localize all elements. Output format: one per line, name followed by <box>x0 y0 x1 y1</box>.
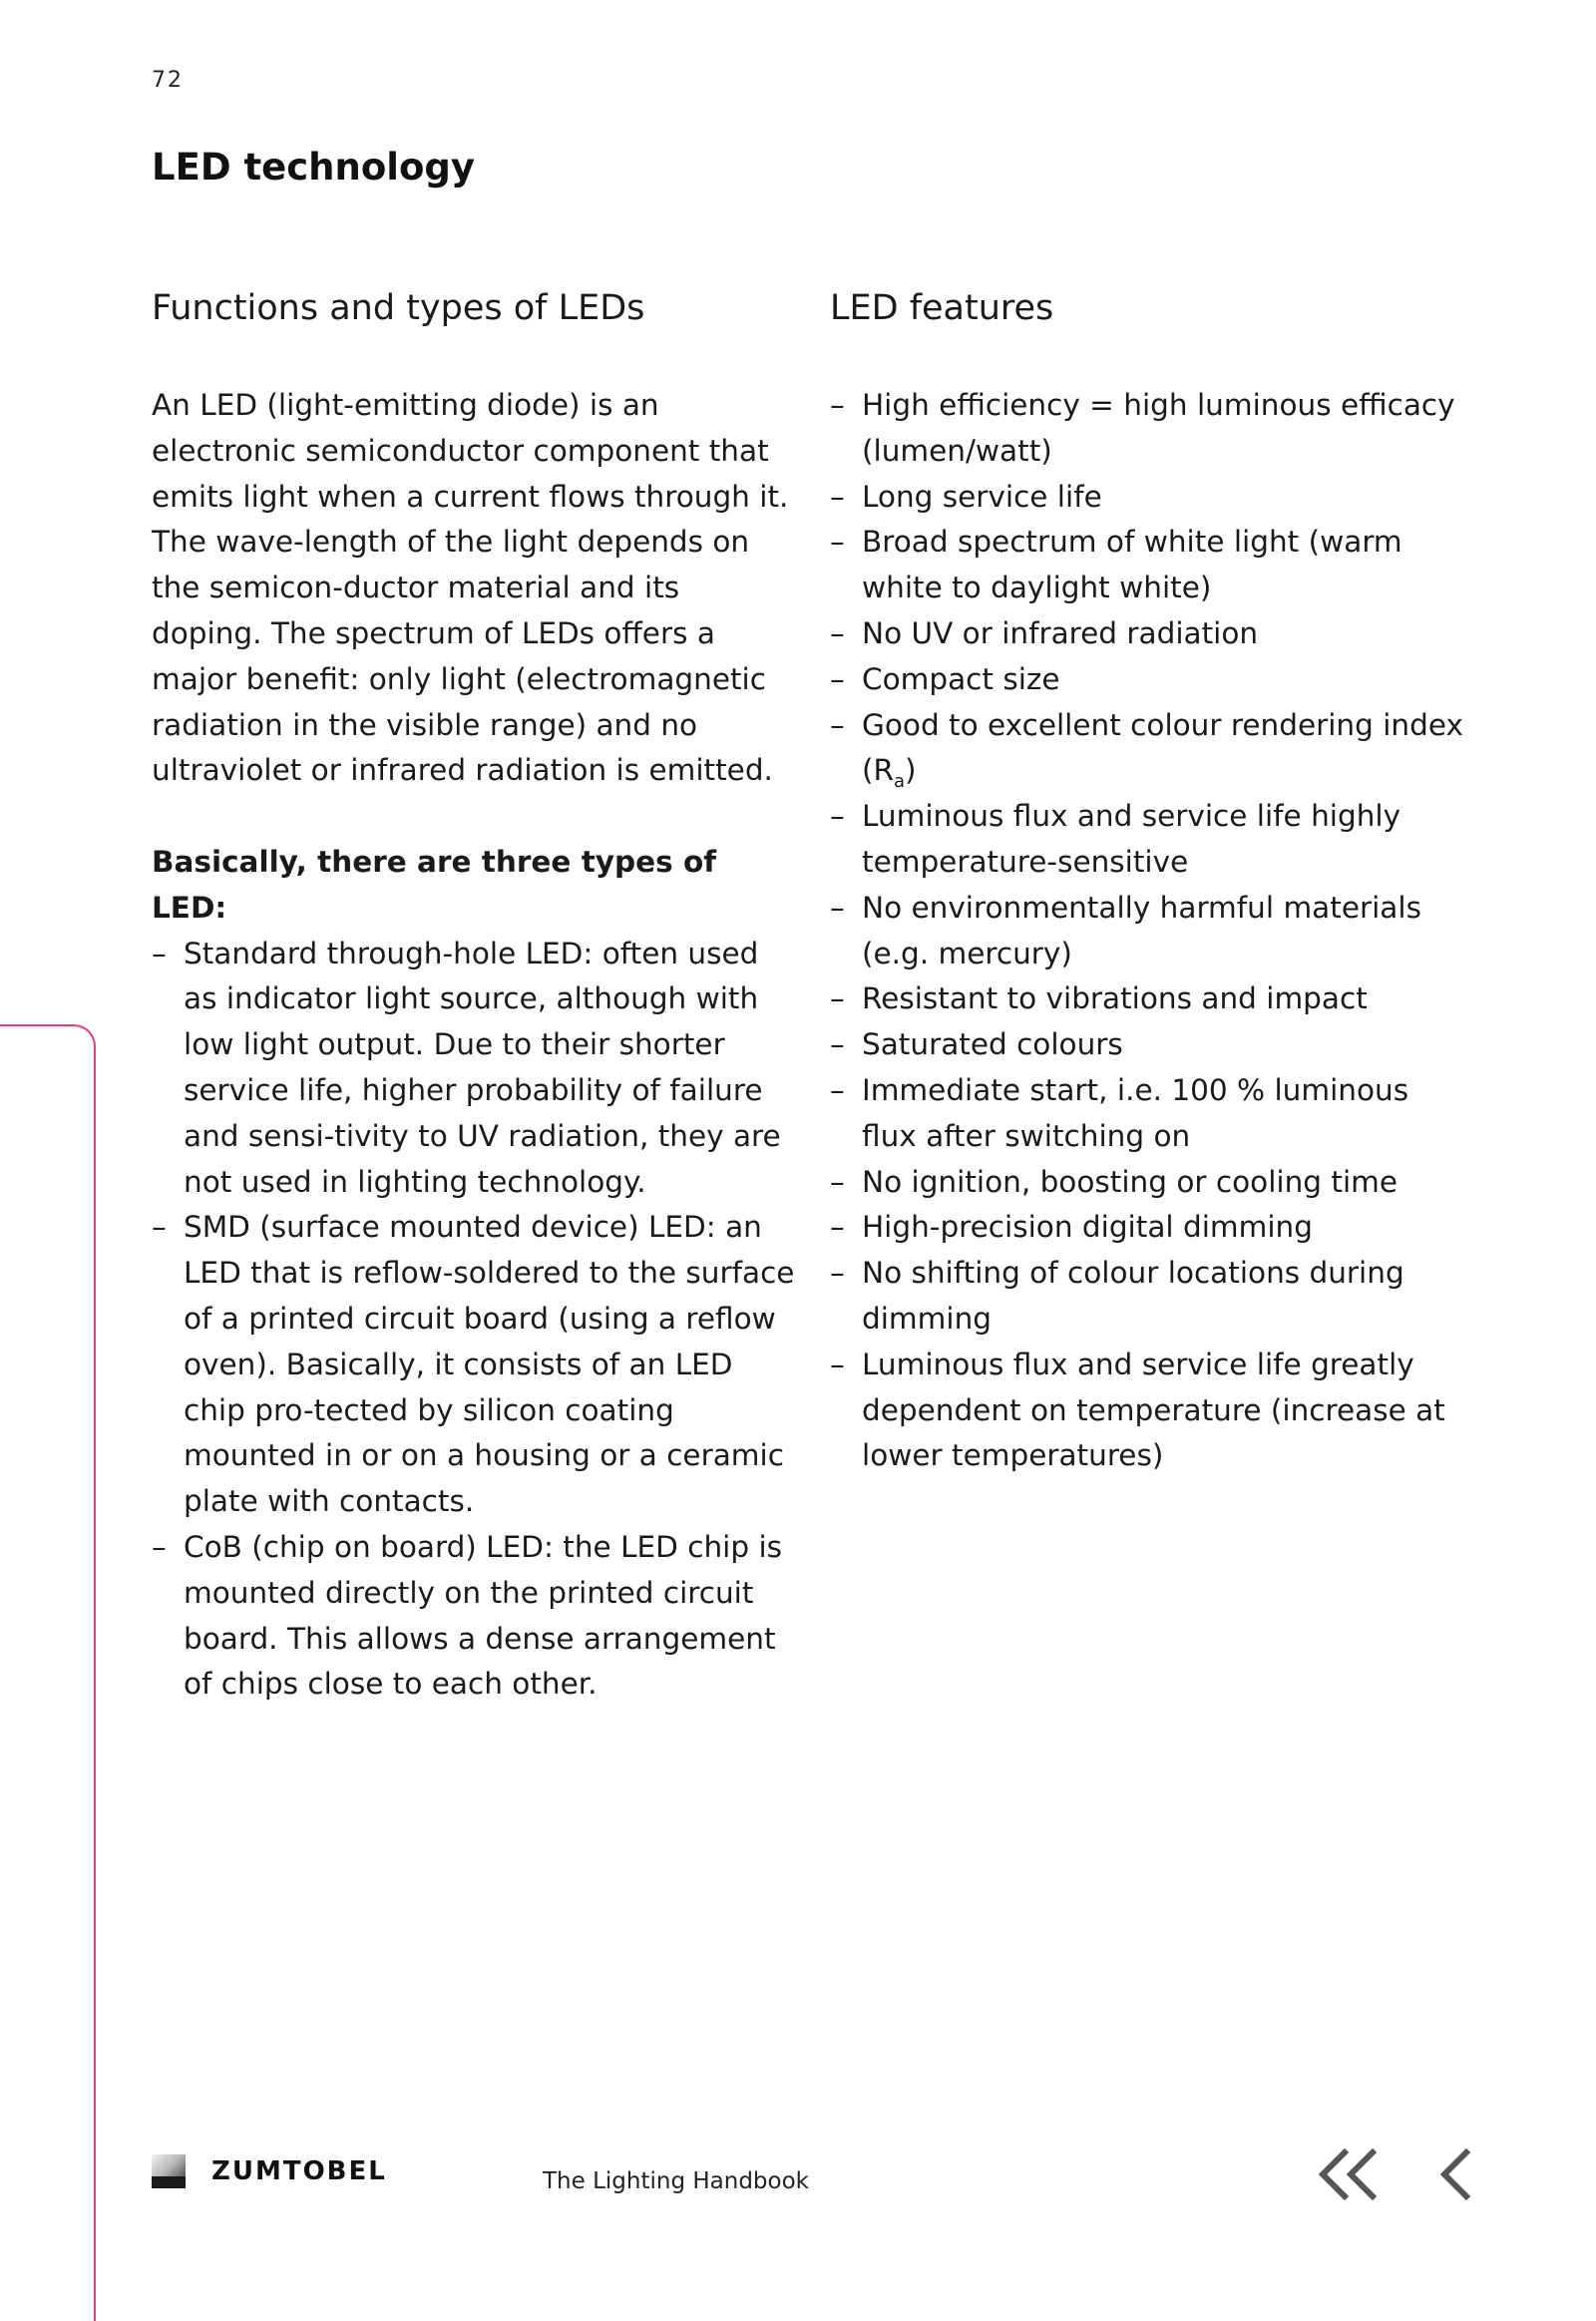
intro-paragraph: An LED (light-emitting diode) is an electronic semiconductor component that emits light when a current flows through it. The wave-length of the light depends on the semicon-ductor material and its doping. The spectrum of LEDs offers a major benefit: only light (electromagnetic radiation in the visible range) and no ultraviolet or infrared radiation is emitted. <box>152 388 789 788</box>
chevron-left-icon <box>1436 2146 1476 2202</box>
list-item <box>830 520 1468 611</box>
dash-bullet: – <box>830 1072 845 1107</box>
left-column <box>152 281 798 1708</box>
dash-bullet: – <box>830 890 845 925</box>
page-number: 72 <box>152 68 184 93</box>
dash-bullet: – <box>830 1210 845 1245</box>
list-item-text: SMD (surface mounted device) LED: an LED that is reflow-soldered to the surface of a printed circuit board (using a reflow oven). Basically, it consists of an LED chip pro-tected by silicon coating mounted in or on a housing or a ceramic plate with contacts. <box>184 1210 795 1519</box>
list-item <box>830 1160 1468 1206</box>
list-item-text: No ignition, boosting or cooling time <box>862 1164 1398 1199</box>
zumtobel-logo-icon <box>152 2154 186 2188</box>
list-item <box>830 611 1468 657</box>
brand-logo <box>152 2154 387 2188</box>
book-title: The Lighting Handbook <box>543 2168 809 2194</box>
dash-bullet: – <box>830 388 845 422</box>
dash-bullet: – <box>830 1347 845 1381</box>
dash-bullet: – <box>830 981 845 1016</box>
list-item-text: Luminous flux and service life greatly dependent on temperature (increase at lower temperatures) <box>862 1347 1445 1473</box>
list-item <box>830 1022 1468 1068</box>
list-item-text: Immediate start, i.e. 100 % luminous flux after switching on <box>862 1072 1409 1153</box>
list-item <box>830 383 1468 475</box>
list-item <box>830 475 1468 521</box>
list-item <box>830 1343 1468 1479</box>
nav-first-page-button[interactable] <box>1315 2146 1379 2202</box>
list-item <box>152 1525 798 1708</box>
list-item-text: Resistant to vibrations and impact <box>862 981 1368 1016</box>
list-item-text: No UV or infrared radiation <box>862 615 1259 650</box>
list-item <box>830 703 1468 795</box>
list-item-text: Long service life <box>862 479 1102 514</box>
list-item <box>830 1205 1468 1251</box>
brand-name: ZUMTOBEL <box>211 2156 387 2186</box>
list-item-text <box>862 707 1463 793</box>
list-item-text: No shifting of colour locations during dimming <box>862 1256 1404 1336</box>
dash-bullet: – <box>830 479 845 514</box>
dash-bullet: – <box>830 707 845 742</box>
list-item <box>152 932 798 1206</box>
list-item-text: High efficiency = high luminous efficacy (lumen/watt) <box>862 388 1455 468</box>
dash-bullet: – <box>152 1529 167 1564</box>
ra-subscript: a <box>894 771 906 793</box>
dash-bullet: – <box>830 1256 845 1291</box>
list-item <box>152 1205 798 1525</box>
ra-close-paren: ) <box>905 753 917 788</box>
list-item <box>830 886 1468 977</box>
chapter-tab-marker <box>0 1024 96 2321</box>
dash-bullet: – <box>830 1164 845 1199</box>
right-column <box>830 281 1468 1479</box>
list-item <box>830 1251 1468 1343</box>
section-heading-functions: Functions and types of LEDs <box>152 288 645 328</box>
list-item-text: Standard through-hole LED: often used as indicator light source, although with low light output. Due to their shorter service life, higher probability of failure and sensi-tivity to UV radiation, they are not used in lighting technology. <box>184 936 781 1199</box>
list-item-text: No environmentally harmful materials (e.g. mercury) <box>862 890 1421 970</box>
nav-previous-page-button[interactable] <box>1436 2146 1476 2202</box>
section-heading-features: LED features <box>830 288 1054 328</box>
list-item-text: High-precision digital dimming <box>862 1210 1313 1245</box>
led-types-list <box>152 932 798 1709</box>
dash-bullet: – <box>830 525 845 560</box>
list-item <box>830 657 1468 703</box>
list-item-text: Broad spectrum of white light (warm white to daylight white) <box>862 525 1402 605</box>
list-item <box>830 976 1468 1022</box>
dash-bullet: – <box>830 799 845 834</box>
list-item-text: Luminous flux and service life highly temperature-sensitive <box>862 799 1401 879</box>
dash-bullet: – <box>152 1210 167 1245</box>
dash-bullet: – <box>830 661 845 696</box>
list-item-text: Saturated colours <box>862 1027 1123 1062</box>
list-item <box>830 794 1468 886</box>
list-item-text: Compact size <box>862 661 1060 696</box>
types-subheading: Basically, there are three types of LED: <box>152 844 717 925</box>
dash-bullet: – <box>152 936 167 970</box>
list-item-text-main: Good to excellent colour rendering index (R <box>862 707 1463 788</box>
dash-bullet: – <box>830 1027 845 1062</box>
page-title: LED technology <box>152 146 475 189</box>
list-item-text: CoB (chip on board) LED: the LED chip is mounted directly on the printed circuit board. This allows a dense arrangement of chips close to each other. <box>184 1529 783 1702</box>
led-features-list <box>830 383 1468 1479</box>
double-chevron-left-icon <box>1315 2146 1379 2202</box>
list-item <box>830 1068 1468 1160</box>
dash-bullet: – <box>830 615 845 650</box>
